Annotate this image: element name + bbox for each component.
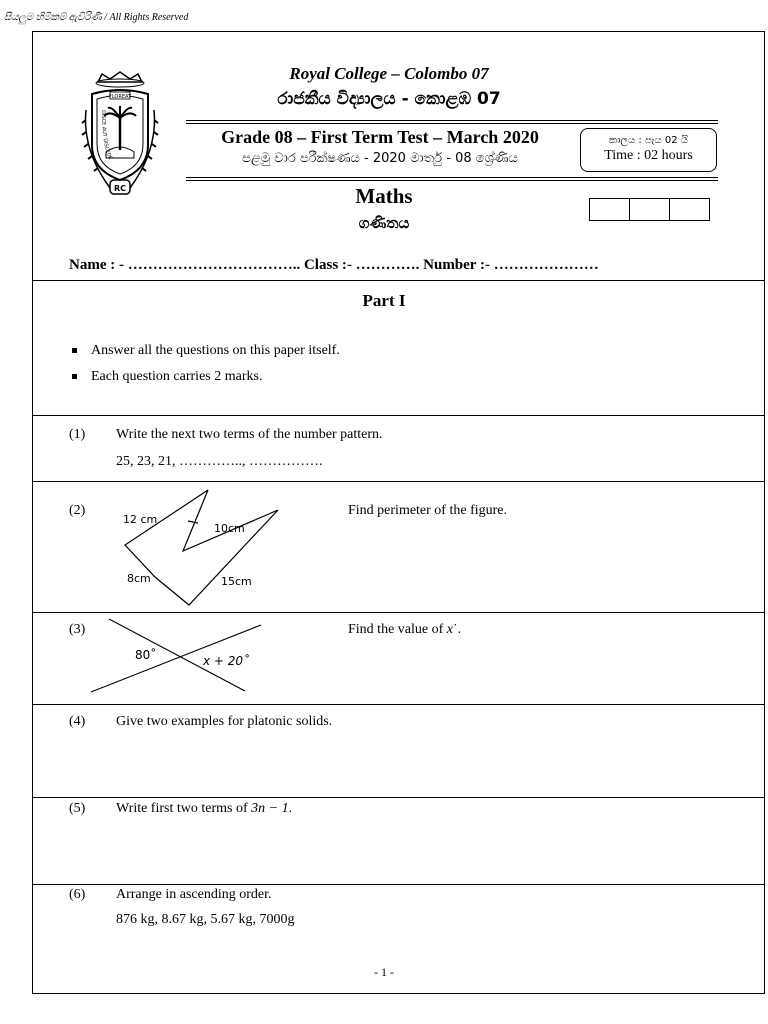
section-divider bbox=[32, 797, 765, 798]
number-pattern: 25, 23, 21, ………….., ……………. bbox=[116, 454, 323, 469]
section-divider bbox=[32, 704, 765, 705]
bullet-icon bbox=[72, 374, 77, 379]
svg-text:DISCE AUT DISCEDE bbox=[100, 110, 113, 161]
time-box bbox=[580, 128, 717, 172]
bullet-icon bbox=[72, 348, 77, 353]
polygon-figure bbox=[110, 485, 310, 610]
side-label: 8cm bbox=[127, 572, 151, 585]
school-name-sinhala: රාජකීය විද්‍යාලය - කොළඹ 07 bbox=[277, 89, 501, 109]
svg-text:RC: RC bbox=[113, 184, 127, 193]
exam-title-sinhala: පළමු වාර පරීක්ෂණය - 2020 මාර්තු - 08 ශ්‍රේණිය bbox=[242, 151, 518, 166]
header-rule bbox=[186, 123, 718, 124]
crest-motto-top: FLOREAT bbox=[108, 94, 132, 100]
side-label: 12 cm bbox=[123, 513, 158, 526]
intersecting-lines-figure bbox=[85, 615, 270, 700]
time-english: Time : 02 hours bbox=[604, 148, 693, 163]
index-box[interactable] bbox=[670, 199, 709, 220]
page-number: - 1 - bbox=[374, 965, 394, 979]
question-number: (5) bbox=[69, 801, 86, 816]
angle-label: x + 20˚ bbox=[203, 654, 250, 668]
crest-motto-side: DISCE AUT DISCEDE bbox=[99, 110, 114, 161]
angle-label: 80˚ bbox=[135, 648, 157, 662]
header-rule bbox=[186, 177, 718, 178]
part-title: Part I bbox=[362, 291, 406, 310]
section-divider bbox=[32, 884, 765, 885]
index-box[interactable] bbox=[590, 199, 630, 220]
header-rule bbox=[186, 120, 718, 121]
subject-sinhala: ගණිතය bbox=[358, 214, 410, 232]
question-number: (2) bbox=[69, 503, 86, 518]
section-divider bbox=[32, 481, 765, 482]
quantities-list: 876 kg, 8.67 kg, 5.67 kg, 7000g bbox=[116, 912, 295, 927]
exam-title-english: Grade 08 – First Term Test – March 2020 bbox=[221, 127, 539, 147]
rights-notice: සියලුම හිමිකම් ඇවිරිණි / All Rights Reserved bbox=[4, 12, 189, 23]
header-rule bbox=[186, 180, 718, 181]
question-text: Write first two terms of 3n − 1. bbox=[116, 801, 293, 816]
instruction-text: Answer all the questions on this paper itself. bbox=[91, 343, 340, 358]
section-divider bbox=[32, 415, 765, 416]
index-box[interactable] bbox=[630, 199, 670, 220]
question-number: (3) bbox=[69, 622, 86, 637]
instruction-text: Each question carries 2 marks. bbox=[91, 369, 263, 384]
side-label: 15cm bbox=[221, 575, 252, 588]
question-text: Arrange in ascending order. bbox=[116, 887, 272, 902]
question-number: (6) bbox=[69, 887, 86, 902]
school-name-english: Royal College – Colombo 07 bbox=[289, 64, 489, 83]
side-label: 10cm bbox=[214, 522, 245, 535]
student-details-row[interactable]: Name : - …………………………….. Class :- …………. Number :- ………………… bbox=[69, 257, 599, 273]
question-text: Find perimeter of the figure. bbox=[348, 503, 508, 518]
question-number: (4) bbox=[69, 714, 86, 729]
question-text: Write the next two terms of the number pattern. bbox=[116, 427, 383, 442]
question-number: (1) bbox=[69, 427, 86, 442]
section-divider bbox=[32, 280, 765, 281]
time-sinhala: කාලය : පැය 02 යි bbox=[609, 135, 688, 146]
instruction-item bbox=[72, 369, 262, 385]
subject-english: Maths bbox=[355, 184, 413, 208]
question-text: Find the value of x˙. bbox=[348, 622, 462, 637]
question-text: Give two examples for platonic solids. bbox=[116, 714, 333, 729]
index-number-boxes[interactable] bbox=[589, 198, 710, 221]
instruction-item bbox=[72, 343, 340, 359]
section-divider bbox=[32, 612, 765, 613]
